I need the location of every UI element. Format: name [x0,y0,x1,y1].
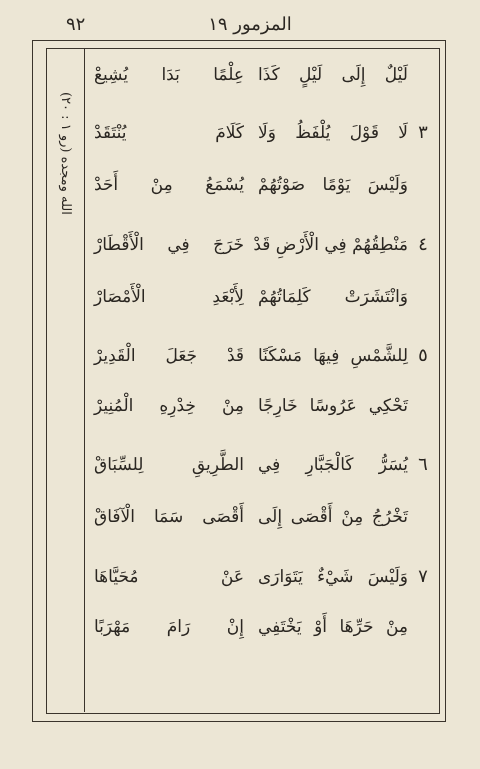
hemistich-first: يُسَرُّ كَالْجَبَّارِ فِي [258,455,408,475]
verse-line [90,502,434,532]
hemistich-first: لِلشَّمْسِ فِيهَا مَسْكَنًا [258,346,408,366]
verse-number: ٤ [418,234,428,255]
verse-number: ٥ [418,345,428,366]
margin-note: الله ومجده (رو ١ : ٢٠) [58,91,73,215]
verse-line [90,391,434,421]
hemistich-second: إِنْ رَامَ مَهْرَبًا [94,617,244,637]
verse-line [90,562,434,592]
hemistich-second: عَنْ مُحَيَّاهَا [94,567,244,587]
hemistich-second: لِأَبْعَدِ الْأَمْصَارْ [94,287,244,307]
verse-line [90,612,434,642]
hemistich-first: وَلَيْسَ يَوْمًا صَوْتُهُمْ [258,175,408,195]
hemistich-first: مِنْ حَرِّهَا أَوْ يَخْتَفِي [258,617,408,637]
verse-line [90,450,434,480]
hemistich-first: تَخْرُجُ مِنْ أَقْصَى إِلَى [258,507,408,527]
hemistich-first: تَحْكِي عَرُوسًا خَارِجًا [258,396,408,416]
hemistich-second: قَدْ جَعَلَ الْقَدِيرْ [94,346,244,366]
hemistich-first: لَيْلٌ إِلَى لَيْلٍ كَذَا [258,65,408,85]
hemistich-second: أَقْصَى سَمَا الْآفَاقْ [94,507,244,527]
page-number: ٩٢ [66,14,86,35]
hemistich-second: خَرَجَ فِي الْأَقْطَارْ [94,235,244,255]
hemistich-first: وَانْتَشَرَتْ كَلِمَاتُهُمْ [258,287,408,307]
verse-line [90,60,434,90]
hemistich-first: مَنْطِقُهُمْ فِي الْأَرْضِ قَدْ [253,235,408,255]
verse-line [90,341,434,371]
verse-line [90,118,434,148]
verse-number: ٧ [418,566,428,587]
margin-divider [84,48,85,712]
poem-body [90,48,434,712]
running-title: المزمور ١٩ [208,14,292,35]
verse-line [90,170,434,200]
verse-line [90,282,434,312]
verse-number: ٦ [418,454,428,475]
hemistich-second: مِنْ خِدْرِهِ الْمُنِيرْ [94,396,244,416]
verse-number: ٣ [418,122,428,143]
hemistich-first: لَا قَوْلَ يُلْفَظُ وَلَا [258,123,408,143]
hemistich-second: الطَّرِيقِ لِلسِّبَاقْ [94,455,244,475]
hemistich-second: عِلْمًا بَدَا يُشِيعْ [94,65,244,85]
hemistich-first: وَلَيْسَ شَيْءٌ يَتَوَارَى [258,567,408,587]
hemistich-second: يُسْمَعُ مِنْ أَحَدْ [94,175,244,195]
hemistich-second: كَلَامَ يُنْتَقَدْ [94,123,244,143]
verse-line [90,230,434,260]
